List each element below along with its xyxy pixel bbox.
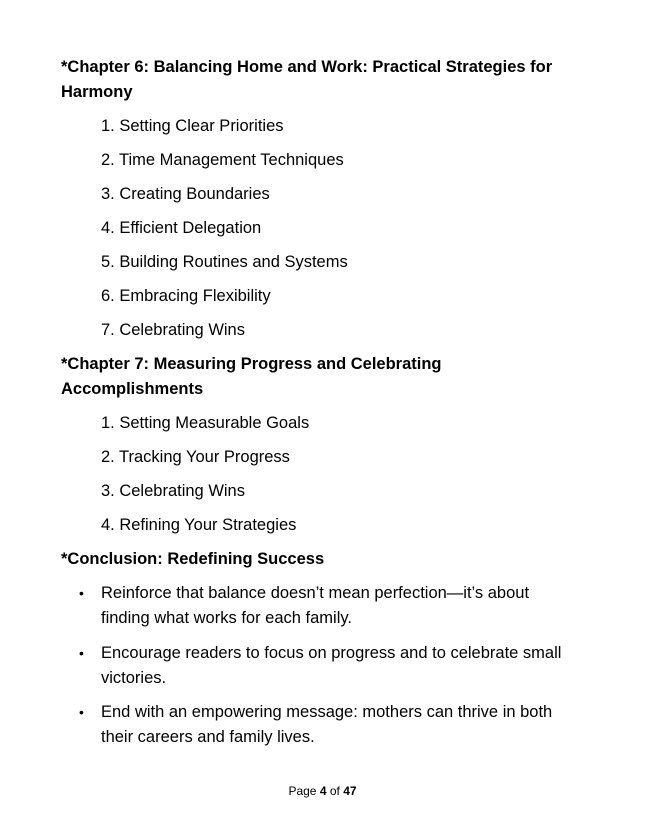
footer-page-word: Page — [288, 784, 317, 798]
conclusion-bullet: End with an empowering message: mothers can thrive in both their careers and family lives. — [101, 703, 553, 746]
bullet-icon: • — [79, 704, 84, 720]
footer-total-pages: 47 — [343, 784, 357, 798]
chapter-6-item: 1. Setting Clear Priorities — [101, 117, 284, 135]
chapter-7-item: 2. Tracking Your Progress — [101, 448, 290, 466]
conclusion-bullet: Encourage readers to focus on progress and to celebrate small victories. — [101, 644, 562, 687]
chapter-6-item: 2. Time Management Techniques — [101, 151, 344, 169]
chapter-6-item: 5. Building Routines and Systems — [101, 253, 348, 271]
footer-current-page: 4 — [319, 784, 327, 798]
chapter-6-heading: *Chapter 6: Balancing Home and Work: Practical Strategies for Harmony — [61, 58, 553, 101]
conclusion-heading: *Conclusion: Redefining Success — [61, 550, 325, 568]
chapter-6-item: 4. Efficient Delegation — [101, 219, 262, 237]
footer-of-word: of — [329, 784, 340, 798]
chapter-6-item: 3. Creating Boundaries — [101, 185, 270, 203]
conclusion-bullet: Reinforce that balance doesn’t mean perfection—it’s about finding what works for each family. — [101, 584, 530, 627]
chapter-6-item: 7. Celebrating Wins — [101, 321, 245, 339]
chapter-7-item: 3. Celebrating Wins — [101, 482, 245, 500]
chapter-6-item: 6. Embracing Flexibility — [101, 287, 271, 305]
bullet-icon: • — [79, 645, 84, 661]
bullet-icon: • — [79, 585, 84, 601]
chapter-7-item: 4. Refining Your Strategies — [101, 516, 297, 534]
page-footer — [0, 782, 645, 800]
chapter-7-heading: *Chapter 7: Measuring Progress and Celebrating Accomplishments — [61, 355, 442, 398]
chapter-7-item: 1. Setting Measurable Goals — [101, 414, 310, 432]
